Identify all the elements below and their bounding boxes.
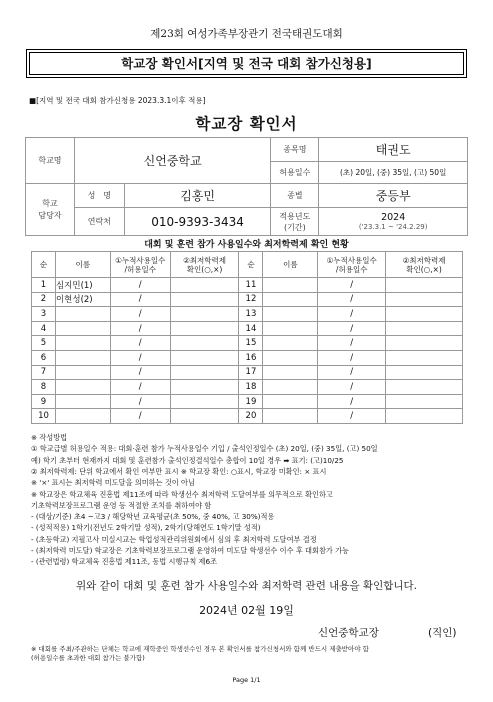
cell-name bbox=[263, 307, 318, 322]
cell-no: 16 bbox=[239, 350, 263, 365]
cell-no: 8 bbox=[32, 380, 56, 395]
cell-days: / bbox=[110, 350, 170, 365]
table-row bbox=[32, 380, 463, 395]
cell-days: / bbox=[110, 365, 170, 380]
event-value: 태권도 bbox=[319, 138, 468, 162]
cell-check bbox=[386, 292, 463, 307]
year-cell bbox=[319, 208, 468, 236]
table-row bbox=[32, 292, 463, 307]
applies-note: ■[지역 및 전국 대회 참가신청용 2023.3.1이후 적용] bbox=[29, 96, 206, 105]
cell-no: 2 bbox=[32, 292, 56, 307]
instruction-line: - (초등학교) 지필고사 미실시교는 학업성적관리위원회에서 심의 후 최저학력 도달여부 결정 bbox=[31, 534, 317, 544]
table-row bbox=[32, 365, 463, 380]
cell-no: 3 bbox=[32, 307, 56, 322]
cell-check bbox=[170, 336, 239, 351]
cell-check bbox=[386, 394, 463, 409]
instruction-line: ② 최저학력제: 단위 학교에서 확인 여부만 표시 ※ 학교장 확인: ○표시, 학교장 미확인: × 표시 bbox=[31, 466, 327, 476]
year-value: 2024 bbox=[381, 212, 406, 223]
footnote: ※ 대회를 주최/주관하는 단체는 학교에 재학중인 학생선수인 경우 본 확인서를 참가신청서와 함께 반드시 제출받아야 함 (허용일수를 초과한 대회 참가는 불가함) bbox=[31, 645, 369, 662]
cell-days: / bbox=[318, 292, 386, 307]
table-row bbox=[32, 307, 463, 322]
cell-no: 11 bbox=[239, 278, 263, 293]
year-label: 적용년도 (기간) bbox=[271, 208, 319, 236]
school-label: 학교명 bbox=[26, 138, 75, 184]
cell-no: 17 bbox=[239, 365, 263, 380]
cell-check bbox=[170, 321, 239, 336]
table-row bbox=[32, 394, 463, 409]
cell-no: 10 bbox=[32, 409, 56, 424]
page-number: Page 1/1 bbox=[232, 676, 261, 684]
status-table bbox=[31, 251, 463, 424]
cell-days: / bbox=[110, 292, 170, 307]
instruction-line: 기초학력보장프로그램 운영 등 적절한 조치를 취하여야 함 bbox=[31, 500, 212, 510]
cell-no: 1 bbox=[32, 278, 56, 293]
cell-name bbox=[263, 409, 318, 424]
cell-check bbox=[386, 350, 463, 365]
cell-no: 5 bbox=[32, 336, 56, 351]
cell-days: / bbox=[318, 350, 386, 365]
instruction-line: - (최저학력 미도달) 학교장은 기초학력보장프로그램 운영하여 미도달 학생선수 이수 후 대회참가 가능 bbox=[31, 546, 350, 555]
cell-name bbox=[263, 365, 318, 380]
cell-no: 9 bbox=[32, 394, 56, 409]
event-label: 종목명 bbox=[271, 138, 319, 162]
seal-mark: (직인) bbox=[428, 627, 457, 639]
instruction-line: ※ 학교장은 학교체육 진흥법 제11조에 따라 학생선수 최저학력 도달여부를 의무적으로 확인하고 bbox=[31, 489, 333, 499]
cell-days: / bbox=[110, 321, 170, 336]
instruction-line: - (대상/기준) 초4 ~고3 / 해당학년 교육평균(초 50%, 중 40%, 고 30%)적용 bbox=[31, 512, 275, 522]
cell-check bbox=[170, 380, 239, 395]
cell-name bbox=[263, 278, 318, 293]
cell-no: 19 bbox=[239, 394, 263, 409]
cell-no: 20 bbox=[239, 409, 263, 424]
category-value: 중등부 bbox=[319, 184, 468, 208]
status-title: 대회 및 훈련 참가 사용일수와 최저학력제 확인 현황 bbox=[144, 240, 349, 250]
school-name: 신언중학교 bbox=[74, 138, 271, 184]
cell-days: / bbox=[110, 409, 170, 424]
cell-check bbox=[170, 307, 239, 322]
cell-days: / bbox=[110, 307, 170, 322]
info-table bbox=[25, 137, 468, 236]
table-row bbox=[32, 336, 463, 351]
cell-check bbox=[170, 350, 239, 365]
cell-check bbox=[386, 380, 463, 395]
cell-name bbox=[263, 350, 318, 365]
contact-label: 연락처 bbox=[74, 208, 124, 236]
cell-days: / bbox=[318, 394, 386, 409]
cell-no: 13 bbox=[239, 307, 263, 322]
cell-name bbox=[55, 380, 110, 395]
header-no: 순 bbox=[32, 252, 56, 278]
contact-value: 010-9393-3434 bbox=[124, 208, 271, 236]
cell-no: 12 bbox=[239, 292, 263, 307]
name-value: 김홍민 bbox=[124, 184, 271, 208]
cell-days: / bbox=[318, 336, 386, 351]
document-date: 2024년 02월 19일 bbox=[199, 604, 294, 617]
instruction-line: 예) 학기 초부터 현재까지 대회 및 훈련참가 출석인정결석일수 총합이 10일 경우 ➡ 표기: (고)10/25 bbox=[31, 455, 344, 465]
cell-days: / bbox=[110, 394, 170, 409]
cell-no: 4 bbox=[32, 321, 56, 336]
cell-days: / bbox=[318, 365, 386, 380]
table-row bbox=[32, 278, 463, 293]
table-row bbox=[32, 350, 463, 365]
cell-days: / bbox=[318, 321, 386, 336]
cell-check bbox=[170, 394, 239, 409]
cell-check bbox=[386, 409, 463, 424]
cell-name bbox=[263, 380, 318, 395]
cell-name bbox=[55, 307, 110, 322]
cell-name bbox=[263, 394, 318, 409]
cell-check bbox=[386, 321, 463, 336]
event-name: 제23회 여성가족부장관기 전국태권도대회 bbox=[150, 28, 343, 40]
cell-check bbox=[386, 336, 463, 351]
cell-name bbox=[55, 350, 110, 365]
header-no: 순 bbox=[239, 252, 263, 278]
instruction-line: ※ 작성방법 bbox=[31, 433, 68, 442]
cell-no: 7 bbox=[32, 365, 56, 380]
cell-no: 6 bbox=[32, 350, 56, 365]
cell-check bbox=[170, 278, 239, 293]
cell-days: / bbox=[318, 380, 386, 395]
cell-name bbox=[55, 321, 110, 336]
header-days: ①누적사용일수 /허용일수 bbox=[318, 252, 386, 278]
cell-name bbox=[263, 321, 318, 336]
cell-check bbox=[386, 365, 463, 380]
cell-check bbox=[386, 278, 463, 293]
cell-name bbox=[55, 394, 110, 409]
cell-days: / bbox=[318, 278, 386, 293]
instruction-line: ※ '×' 표시는 최저학력 미도달을 의미하는 것이 아님 bbox=[31, 478, 195, 488]
cell-name bbox=[55, 336, 110, 351]
table-row bbox=[32, 409, 463, 424]
cell-check bbox=[170, 365, 239, 380]
cell-days: / bbox=[318, 307, 386, 322]
cell-name: 이현성(2) bbox=[55, 292, 110, 307]
cell-name bbox=[55, 365, 110, 380]
year-range: ('23.3.1 ~ '24.2.29) bbox=[358, 223, 428, 231]
days-label: 허용일수 bbox=[271, 162, 319, 184]
header-days: ①누적사용일수 /허용일수 bbox=[110, 252, 170, 278]
days-value: (초) 20일, (중) 35일, (고) 50일 bbox=[319, 162, 468, 184]
instruction-line: - (관련법령) 학교체육 진흥법 제11조, 동법 시행규칙 제6조 bbox=[31, 557, 218, 567]
name-label: 성 명 bbox=[74, 184, 124, 208]
instruction-line: ① 학교급별 허용일수 적용: 대회·훈련 참가 누적사용일수 기입 / 출석인정일수 (초) 20일, (중) 35일, (고) 50일 bbox=[31, 444, 378, 454]
cell-no: 15 bbox=[239, 336, 263, 351]
cell-days: / bbox=[110, 380, 170, 395]
cell-check bbox=[170, 409, 239, 424]
cell-days: / bbox=[318, 409, 386, 424]
table-row bbox=[32, 321, 463, 336]
cell-days: / bbox=[110, 336, 170, 351]
header-check: ②최저학력제 확인(○,×) bbox=[170, 252, 239, 278]
cell-check bbox=[170, 292, 239, 307]
cell-name: 심지민(1) bbox=[55, 278, 110, 293]
header-name: 이름 bbox=[55, 252, 110, 278]
closing-statement: 위와 같이 대회 및 훈련 참가 사용일수와 최저학력 관련 내용을 확인합니다. bbox=[75, 580, 417, 592]
cell-no: 18 bbox=[239, 380, 263, 395]
form-banner: 학교장 확인서[지역 및 전국 대회 참가신청용] bbox=[29, 52, 464, 75]
cell-check bbox=[386, 307, 463, 322]
cell-days: / bbox=[110, 278, 170, 293]
cell-name bbox=[263, 336, 318, 351]
person-label: 학교 담당자 bbox=[26, 184, 75, 236]
cell-name bbox=[263, 292, 318, 307]
document-title: 학교장 확인서 bbox=[195, 115, 298, 133]
cell-name bbox=[55, 409, 110, 424]
category-label: 종별 bbox=[271, 184, 319, 208]
instruction-line: - (성적적용) 1학기(전년도 2학기말 성적), 2학기(당해연도 1학기말 성적) bbox=[31, 523, 261, 533]
principal-title: 신언중학교장 bbox=[318, 627, 379, 639]
header-check: ②최저학력제 확인(○,×) bbox=[386, 252, 463, 278]
header-name: 이름 bbox=[263, 252, 318, 278]
cell-no: 14 bbox=[239, 321, 263, 336]
